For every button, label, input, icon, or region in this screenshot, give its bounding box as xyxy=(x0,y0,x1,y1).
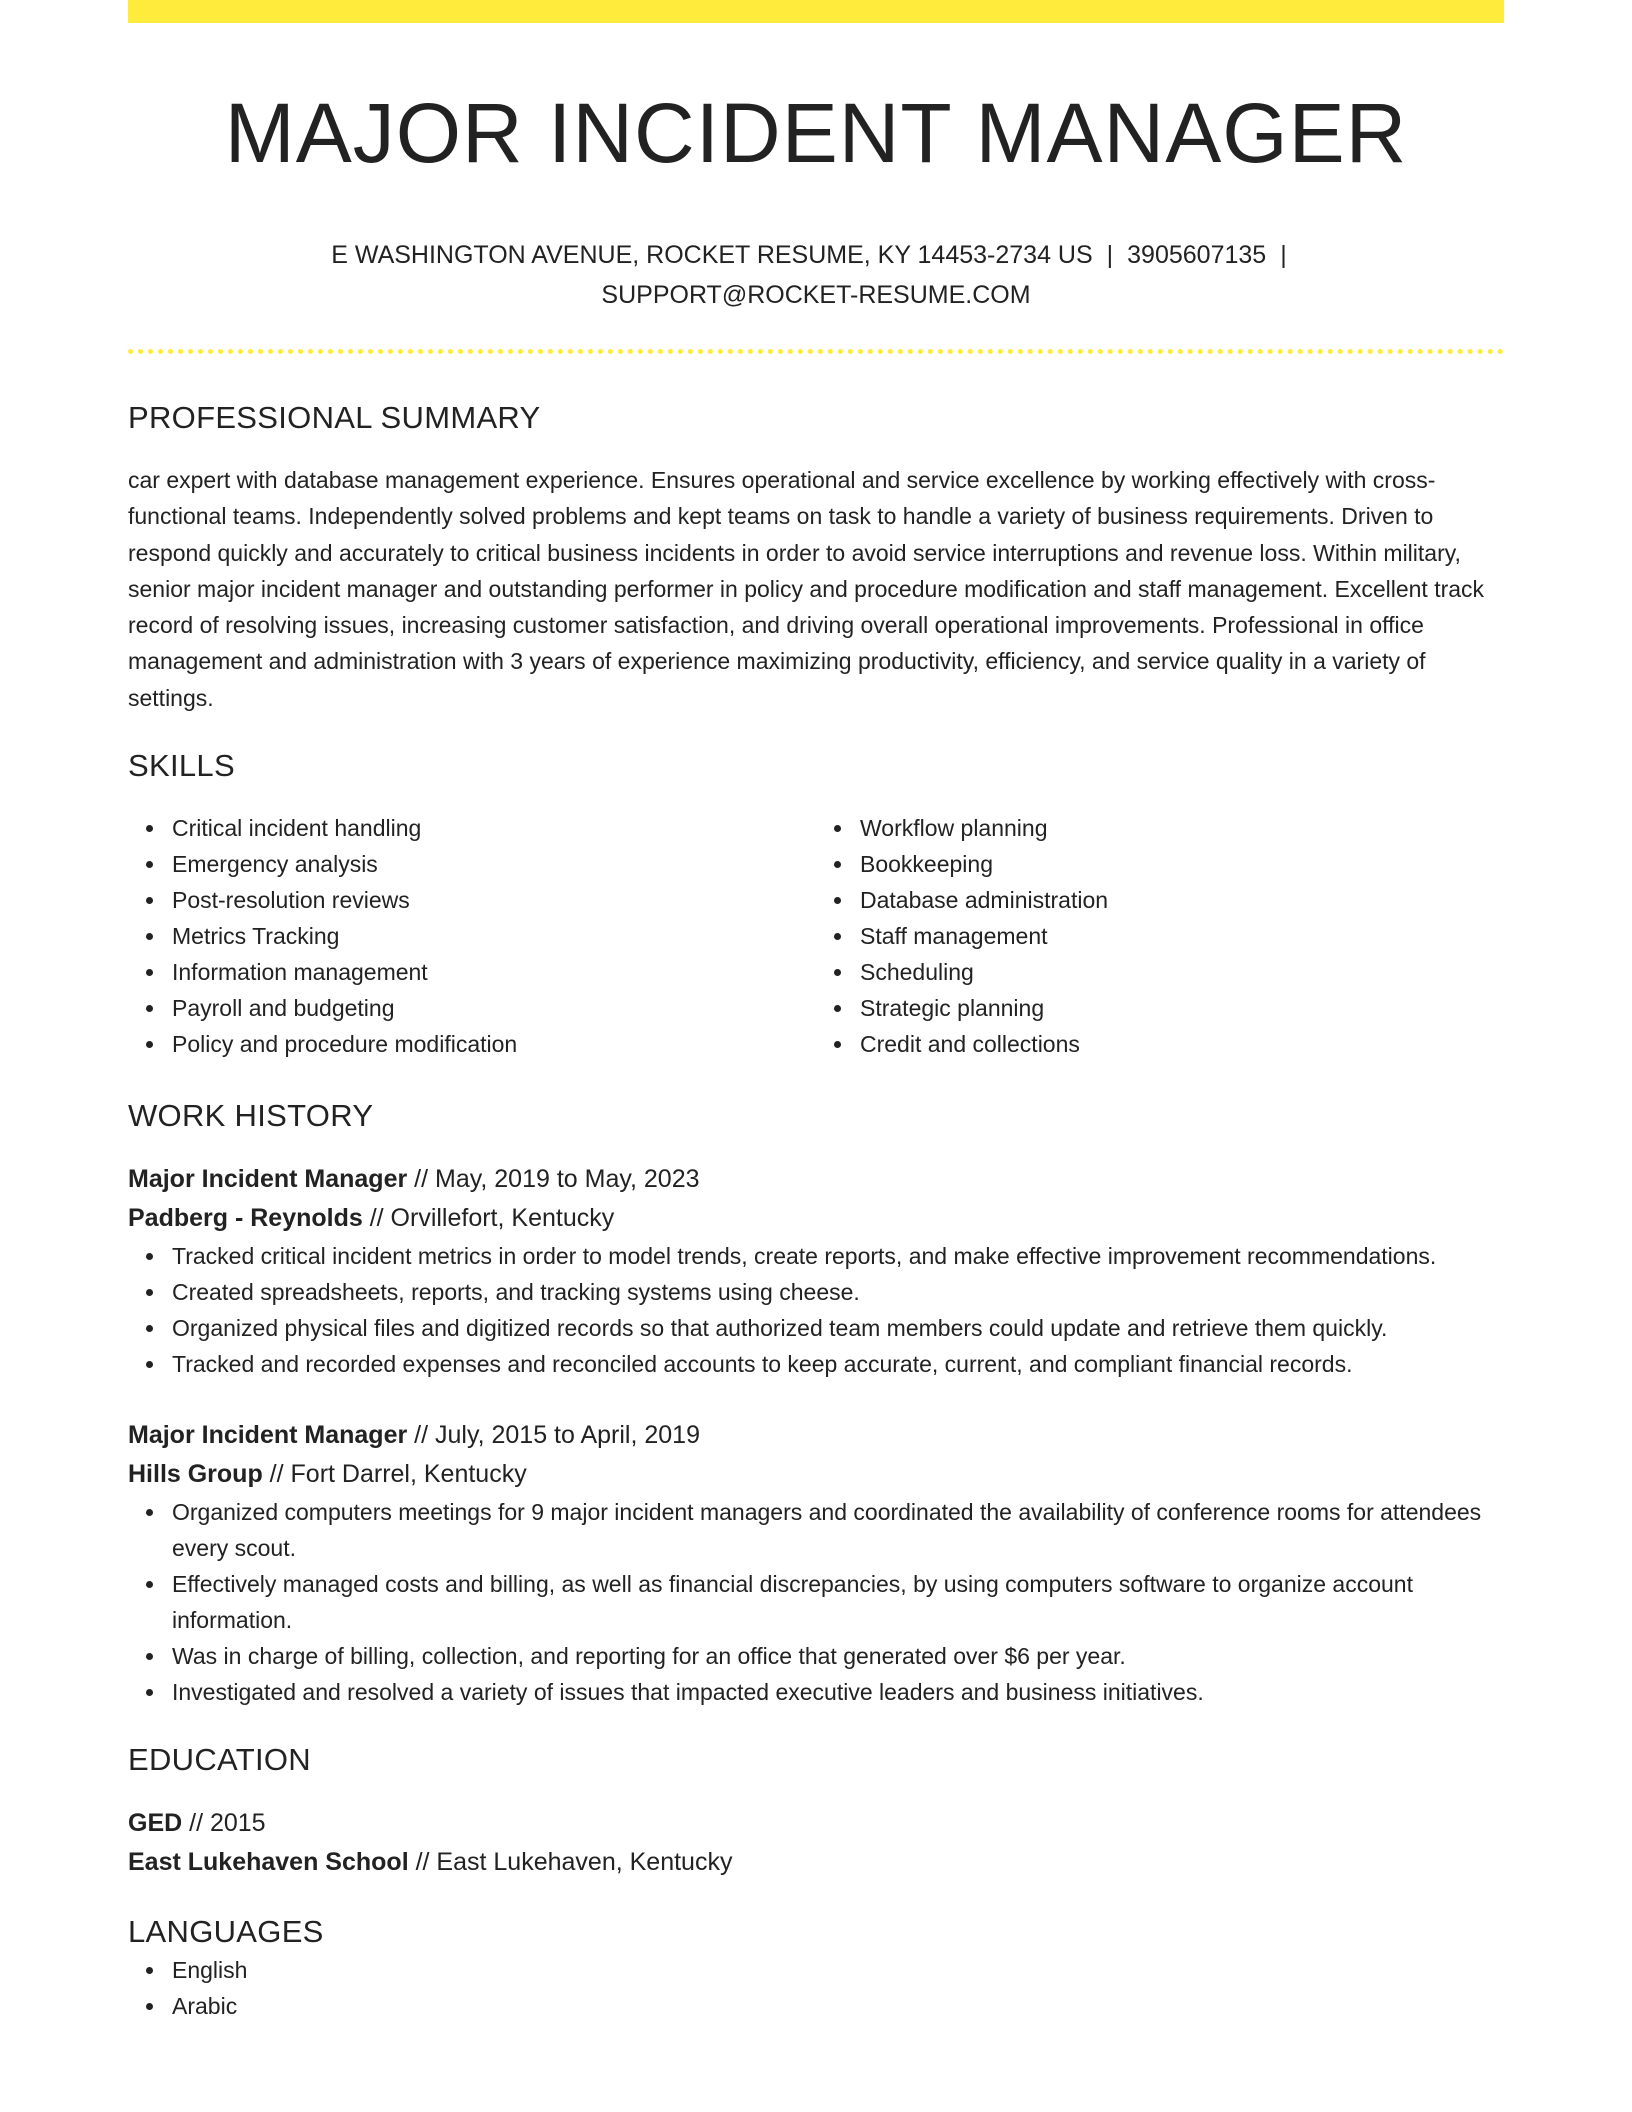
job-2-company-line xyxy=(128,1455,1504,1494)
skill-item: Information management xyxy=(172,954,816,990)
section-title-languages: LANGUAGES xyxy=(128,1914,324,1950)
contact-address: E WASHINGTON AVENUE, ROCKET RESUME, KY 14453-2734 US xyxy=(331,241,1093,269)
job-1-company-line xyxy=(128,1199,1504,1238)
contact-line-2 xyxy=(128,275,1504,315)
dotted-divider xyxy=(128,349,1504,354)
job-1-role-line xyxy=(128,1160,1504,1199)
education-degree-line xyxy=(128,1804,1504,1843)
job-2-header xyxy=(128,1416,1504,1494)
skill-item: Strategic planning xyxy=(860,990,1504,1026)
skill-item: Policy and procedure modification xyxy=(172,1026,816,1062)
skill-item: Credit and collections xyxy=(860,1026,1504,1062)
skill-item: Post-resolution reviews xyxy=(172,882,816,918)
job-bullet: Organized computers meetings for 9 major incident managers and coordinated the availability of conference rooms for attendees every scout. xyxy=(172,1494,1504,1566)
contact-separator: | xyxy=(1106,241,1114,269)
education-degree: GED xyxy=(128,1809,183,1838)
skill-item: Critical incident handling xyxy=(172,810,816,846)
job-role: Major Incident Manager xyxy=(128,1165,408,1194)
contact-line-1 xyxy=(128,235,1504,275)
job-bullet: Organized physical files and digitized records so that authorized team members could update and retrieve them quickly. xyxy=(172,1310,1504,1346)
skills-list-left xyxy=(128,810,816,1062)
job-bullet: Effectively managed costs and billing, as well as financial discrepancies, by using computers software to organize account information. xyxy=(172,1566,1504,1638)
section-title-education: EDUCATION xyxy=(128,1742,311,1778)
section-title-summary: PROFESSIONAL SUMMARY xyxy=(128,400,541,435)
contact-phone: 3905607135 xyxy=(1127,241,1267,269)
education-school: East Lukehaven School xyxy=(128,1848,409,1877)
section-title-work-history: WORK HISTORY xyxy=(128,1098,374,1134)
skill-item: Workflow planning xyxy=(860,810,1504,846)
summary-paragraph: car expert with database management experience. Ensures operational and service excellence by working effectively with cross-functional teams. Independently solved problems and kept teams on task to handle a variety of business requirements. Driven to respond quickly and accurately to critical business incidents in order to avoid service interruptions and revenue loss. Within military, senior major incident manager and outstanding performer in policy and procedure modification and staff management. Excellent track record of resolving issues, increasing customer satisfaction, and driving overall operational improvements. Professional in office management and administration with 3 years of experience maximizing productivity, efficiency, and service quality in a variety of settings. xyxy=(128,467,1485,711)
skill-item: Scheduling xyxy=(860,954,1504,990)
job-bullet: Tracked critical incident metrics in order to model trends, create reports, and make effective improvement recommendations. xyxy=(172,1238,1504,1274)
contact-info xyxy=(128,235,1504,315)
job-bullet: Created spreadsheets, reports, and tracking systems using cheese. xyxy=(172,1274,1504,1310)
job-1-bullets xyxy=(128,1238,1504,1382)
resume-name-heading: MAJOR INCIDENT MANAGER xyxy=(224,86,1408,180)
resume-page xyxy=(128,0,1504,2024)
skills-list-right xyxy=(816,810,1504,1062)
education-school-line xyxy=(128,1843,1504,1882)
job-dates: // May, 2019 to May, 2023 xyxy=(407,1165,700,1194)
skill-item: Bookkeeping xyxy=(860,846,1504,882)
skills-columns xyxy=(128,810,1504,1062)
education-year: // 2015 xyxy=(182,1809,266,1838)
job-2-role-line xyxy=(128,1416,1504,1455)
education-location: // East Lukehaven, Kentucky xyxy=(408,1848,733,1877)
skill-item: Emergency analysis xyxy=(172,846,816,882)
section-title-skills: SKILLS xyxy=(128,748,235,784)
skill-item: Metrics Tracking xyxy=(172,918,816,954)
job-location: // Orvillefort, Kentucky xyxy=(362,1204,615,1233)
languages-list xyxy=(128,1952,1504,2024)
job-bullet: Was in charge of billing, collection, and reporting for an office that generated over $6 per year. xyxy=(172,1638,1504,1674)
skill-item: Database administration xyxy=(860,882,1504,918)
job-dates: // July, 2015 to April, 2019 xyxy=(407,1421,700,1450)
job-bullet: Tracked and recorded expenses and reconciled accounts to keep accurate, current, and compliant financial records. xyxy=(172,1346,1504,1382)
education-entry xyxy=(128,1804,1504,1882)
job-location: // Fort Darrel, Kentucky xyxy=(262,1460,527,1489)
job-company: Hills Group xyxy=(128,1460,263,1489)
job-2-bullets xyxy=(128,1494,1504,1710)
job-role: Major Incident Manager xyxy=(128,1421,408,1450)
job-1-header xyxy=(128,1160,1504,1238)
language-item: English xyxy=(172,1952,1504,1988)
accent-top-bar xyxy=(128,0,1504,23)
language-item: Arabic xyxy=(172,1988,1504,2024)
contact-email: SUPPORT@ROCKET-RESUME.COM xyxy=(601,281,1031,309)
skill-item: Staff management xyxy=(860,918,1504,954)
job-bullet: Investigated and resolved a variety of issues that impacted executive leaders and business initiatives. xyxy=(172,1674,1504,1710)
contact-separator: | xyxy=(1280,241,1287,269)
job-company: Padberg - Reynolds xyxy=(128,1204,363,1233)
skill-item: Payroll and budgeting xyxy=(172,990,816,1026)
